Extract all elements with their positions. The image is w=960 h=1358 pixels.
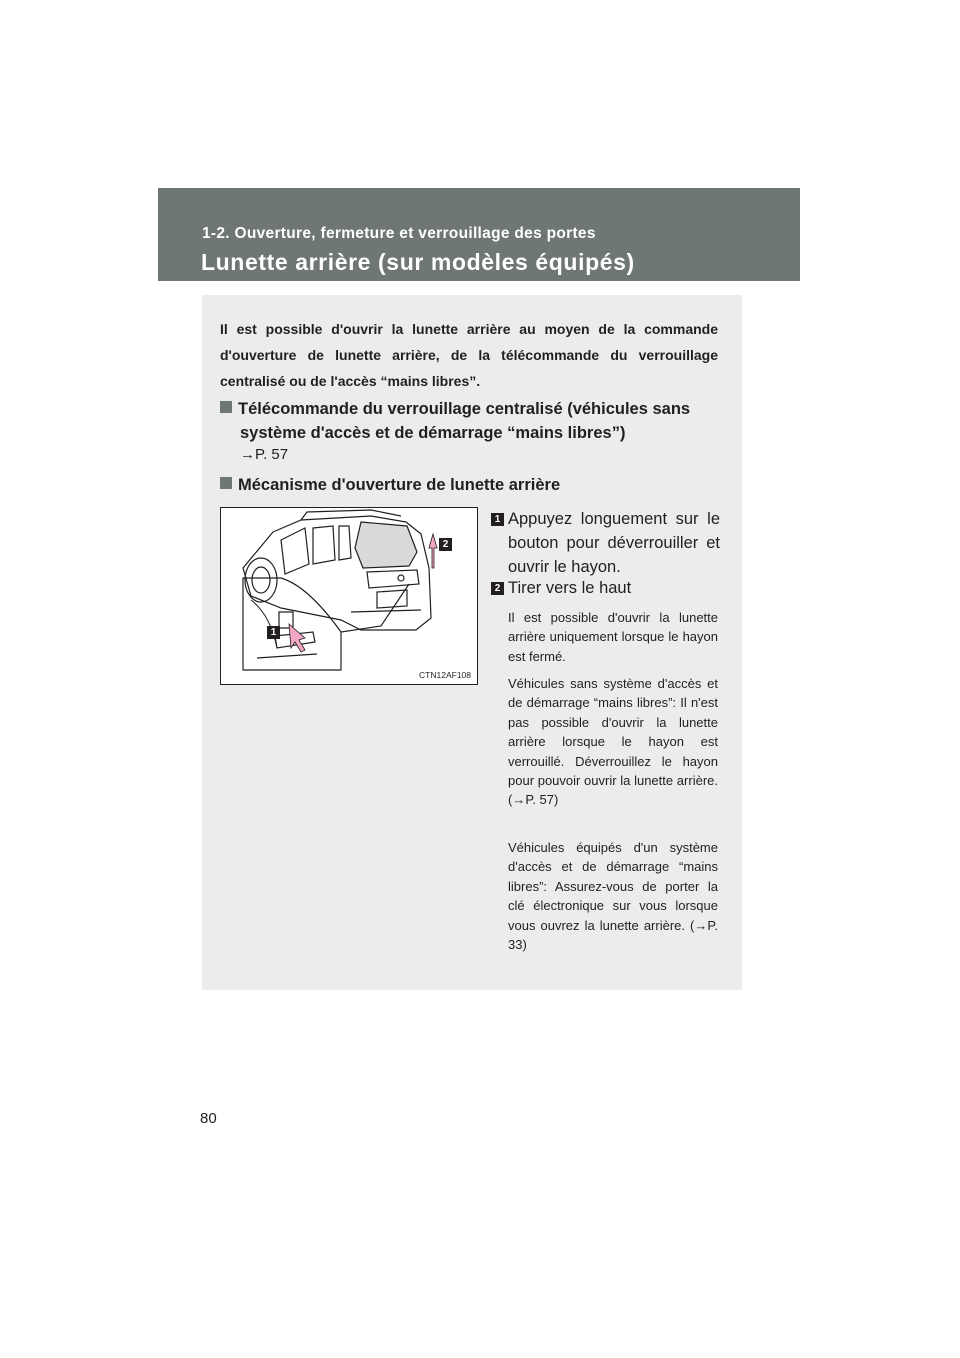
note-2: Véhicules sans système d'accès et de démarrage “mains libres”: Il n'est pas possible d'ouvrir la lunette arrière lorsque le hayon est verrouillé. Déverrouillez le hayon pour pouvoir ouvrir la lunette arrière. (→P. 57)	[508, 676, 718, 808]
intro-paragraph: Il est possible d'ouvrir la lunette arrière au moyen de la commande d'ouverture de lunette arrière, de la télécommande du verrouillage centralisé ou de l'accès “mains libres”.	[220, 321, 718, 389]
step-1-text: Appuyez longuement sur le bouton pour déverrouiller et ouvrir le hayon.	[508, 510, 720, 576]
heading-text: Mécanisme d'ouverture de lunette arrière	[238, 476, 561, 494]
heading-line-2: système d'accès et de démarrage “mains libres”)	[240, 424, 626, 442]
heading-remote-control	[220, 397, 720, 445]
page-number: 80	[200, 1110, 217, 1127]
note-1: Il est possible d'ouvrir la lunette arrière uniquement lorsque le hayon est fermé.	[508, 610, 718, 664]
step-2-badge: 2	[491, 582, 504, 595]
suv-rear-drawing	[221, 508, 478, 685]
step-1-badge: 1	[491, 513, 504, 526]
step-1	[490, 507, 720, 579]
vehicle-illustration	[220, 507, 478, 685]
square-bullet-icon	[220, 477, 232, 489]
figure-code: CTN12AF108	[419, 670, 471, 680]
heading-line-1: Télécommande du verrouillage centralisé (véhicules sans	[238, 400, 691, 418]
callout-1-badge: 1	[267, 626, 280, 639]
note-3: Véhicules équipés d'un système d'accès et de démarrage “mains libres”: Assurez-vous de porter la clé électronique sur vous lorsque vous ouvrez la lunette arrière. (→P. 33)	[508, 840, 718, 953]
page-reference-link[interactable]: →P. 57	[240, 446, 289, 463]
step-2	[490, 576, 720, 600]
callout-2-badge: 2	[439, 538, 452, 551]
heading-mechanism	[220, 476, 560, 495]
page-title: Lunette arrière (sur modèles équipés)	[201, 249, 635, 275]
square-bullet-icon	[220, 401, 232, 413]
section-label: 1-2. Ouverture, fermeture et verrouillage des portes	[202, 225, 596, 242]
step-2-text: Tirer vers le haut	[508, 579, 632, 597]
